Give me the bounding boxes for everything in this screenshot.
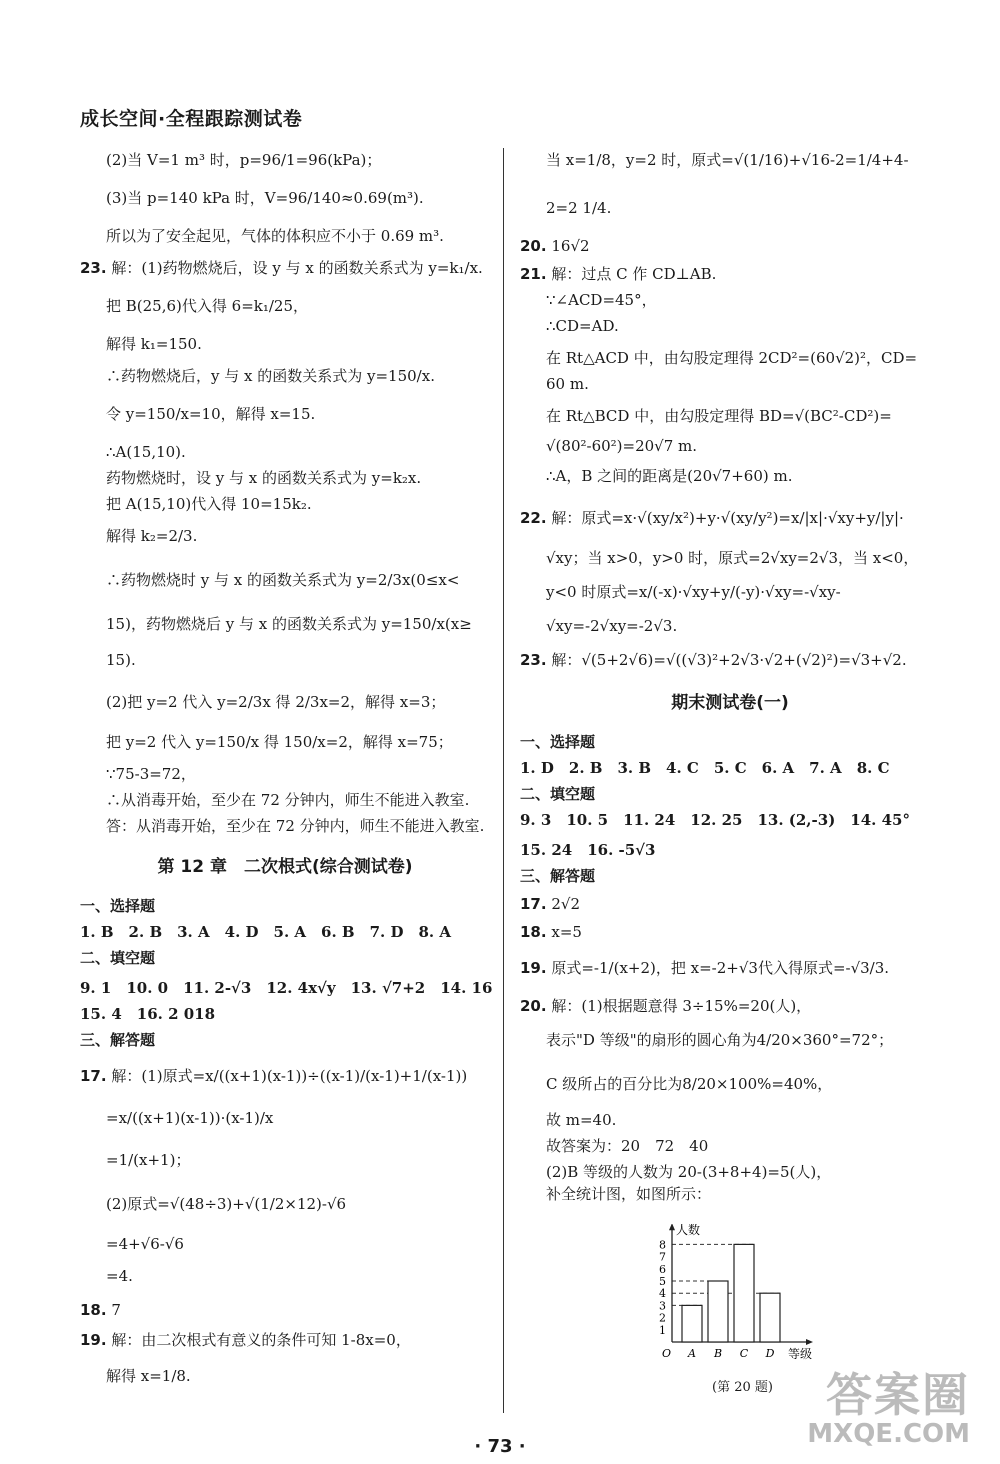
bar: [708, 1281, 728, 1342]
y-tick-label: 5: [659, 1275, 666, 1288]
right-line: [520, 1184, 940, 1206]
left-line: [80, 816, 490, 856]
line-text: 解：(1)根据题意得 3÷15%=20(人)，: [551, 997, 812, 1015]
right-line: [520, 582, 940, 616]
line-text: 解：(1)药物燃烧后，设 y 与 x 的函数关系式为 y=k₁/x.: [111, 259, 483, 277]
x-axis-arrow: [806, 1339, 813, 1345]
line-text: √xy=-2√xy=-2√3.: [546, 617, 678, 635]
right-line: [520, 508, 940, 548]
left-line: [80, 650, 490, 692]
right-line: [520, 958, 940, 996]
right-line: [520, 150, 940, 198]
line-text: (2)当 V=1 m³ 时，p=96/1=96(kPa)；: [106, 151, 382, 169]
section-heading: 三、解答题: [520, 867, 596, 885]
question-number: 23.: [80, 259, 107, 277]
y-tick-label: 8: [659, 1238, 666, 1252]
line-text: 9. 1 10. 0 11. 2-√3 12. 4x√y 13. √7+2 14. 16: [80, 979, 493, 997]
y-tick-label: 6: [659, 1262, 666, 1276]
left-line: [80, 1266, 490, 1300]
right-line: [520, 348, 940, 374]
x-tick-label: D: [765, 1347, 775, 1360]
line-text: =4.: [106, 1267, 133, 1285]
line-text: 15. 4 16. 2 018: [80, 1005, 216, 1023]
line-text: 药物燃烧时，设 y 与 x 的函数关系式为 y=k₂x.: [106, 469, 422, 487]
line-text: 15)，药物燃烧后 y 与 x 的函数关系式为 y=150/x(x≥: [106, 615, 472, 633]
origin-label: O: [662, 1347, 672, 1360]
line-text: √xy；当 x>0，y>0 时，原式=2√xy=2√3，当 x<0，: [546, 549, 919, 567]
section-heading: 三、解答题: [80, 1031, 156, 1049]
right-line: [520, 374, 940, 406]
right-line: [520, 436, 940, 466]
left-column: [80, 150, 493, 1396]
bar: [760, 1293, 780, 1342]
left-line: [80, 1004, 490, 1030]
bar: [734, 1244, 754, 1342]
question-number: 18.: [80, 1301, 107, 1319]
line-text: 故答案为：20 72 40: [546, 1137, 709, 1155]
x-tick-label: B: [713, 1347, 723, 1360]
watermark-logo-text: 答案圈: [826, 1368, 970, 1422]
right-line: [520, 650, 940, 692]
right-line: [520, 922, 940, 958]
line-text: 答：从消毒开始，至少在 72 分钟内，师生不能进入教室.: [106, 817, 485, 835]
question-number: 19.: [520, 959, 547, 977]
line-text: x=5: [551, 923, 582, 941]
right-line: [520, 198, 940, 236]
y-tick-label: 3: [659, 1299, 666, 1313]
right-line: [520, 406, 940, 436]
left-line: [80, 1300, 490, 1330]
line-text: 15. 24 16. -5√3: [520, 841, 656, 859]
left-line: [80, 614, 490, 650]
y-tick-label: 1: [659, 1323, 666, 1337]
right-line: [520, 894, 940, 922]
right-line: [520, 1074, 940, 1110]
left-line: [80, 1366, 490, 1396]
line-text: 解：√(5+2√6)=√((√3)²+2√3·√2+(√2)²)=√3+√2.: [551, 651, 907, 669]
line-text: 把 y=2 代入 y=150/x 得 150/x=2，解得 x=75；: [106, 733, 453, 751]
line-text: 把 B(25,6)代入得 6=k₁/25，: [106, 297, 309, 315]
left-line: [80, 1234, 490, 1266]
bar: [682, 1305, 702, 1342]
question-number: 20.: [520, 997, 547, 1015]
left-line: [80, 1066, 490, 1108]
left-line: [80, 764, 490, 790]
left-line: [80, 570, 490, 614]
line-text: C 级所占的百分比为8/20×100%=40%，: [546, 1075, 833, 1093]
line-text: ∵∠ACD=45°，: [546, 291, 657, 309]
line-text: 15).: [106, 651, 136, 669]
line-text: (2)B 等级的人数为 20-(3+8+4)=5(人)，: [546, 1163, 832, 1181]
right-line: [520, 236, 940, 264]
y-tick-label: 7: [659, 1250, 666, 1264]
section-heading: 一、选择题: [80, 897, 156, 915]
left-line: [80, 468, 490, 494]
question-number: 23.: [520, 651, 547, 669]
line-text: ∴药物燃烧时 y 与 x 的函数关系式为 y=2/3x(0≤x<: [106, 571, 460, 589]
y-tick-label: 4: [659, 1287, 666, 1301]
line-text: =1/(x+1)；: [106, 1151, 191, 1169]
line-text: =4+√6-√6: [106, 1235, 184, 1253]
line-text: 60 m.: [546, 375, 589, 393]
x-tick-label: C: [739, 1347, 749, 1360]
line-text: (2)把 y=2 代入 y=2/3x 得 2/3x=2，解得 x=3；: [106, 693, 446, 711]
section-heading: 二、填空题: [520, 785, 596, 803]
right-line: [520, 1162, 940, 1184]
line-text: y<0 时原式=x/(-x)·√xy+y/(-y)·√xy=-√xy-: [546, 583, 841, 601]
line-text: ∵75-3=72，: [106, 765, 196, 783]
line-text: 2√2: [551, 895, 581, 913]
line-text: 故 m=40.: [546, 1111, 617, 1129]
y-axis-label: 人数: [676, 1224, 701, 1238]
right-line: [520, 290, 940, 316]
right-line: [520, 466, 940, 508]
line-text: ∴药物燃烧后，y 与 x 的函数关系式为 y=150/x.: [106, 367, 435, 385]
left-line: [80, 732, 490, 764]
left-line: [80, 922, 490, 948]
line-text: ∴A，B 之间的距离是(20√7+60) m.: [546, 467, 793, 485]
question-number: 20.: [520, 237, 547, 255]
question-number: 17.: [520, 895, 547, 913]
line-text: 2=2 1/4.: [546, 199, 612, 217]
line-text: ∴CD=AD.: [546, 317, 619, 335]
right-line: [520, 616, 940, 650]
right-line: [520, 1030, 940, 1074]
question-number: 22.: [520, 509, 547, 527]
left-line: [80, 296, 490, 334]
left-line: [80, 442, 490, 468]
line-text: ∴从消毒开始，至少在 72 分钟内，师生不能进入教室.: [106, 791, 470, 809]
column-divider: [503, 148, 504, 1413]
line-text: 解得 k₁=150.: [106, 335, 202, 353]
right-line: [520, 996, 940, 1030]
line-text: =x/((x+1)(x-1))·(x-1)/x: [106, 1109, 274, 1127]
line-text: 表示"D 等级"的扇形的圆心角为4/20×360°=72°；: [546, 1031, 894, 1049]
right-line: [520, 840, 940, 866]
left-line: [80, 334, 490, 366]
section-heading: 一、选择题: [520, 733, 596, 751]
left-line: [80, 258, 490, 296]
line-text: 解得 k₂=2/3.: [106, 527, 198, 545]
x-tick-label: A: [688, 1347, 696, 1360]
question-number: 19.: [80, 1331, 107, 1349]
left-line: [80, 1194, 490, 1234]
right-line: [520, 548, 940, 582]
chart-svg: [648, 1224, 818, 1374]
page-number: · 73 ·: [474, 1436, 526, 1457]
line-text: 令 y=150/x=10，解得 x=15.: [106, 405, 316, 423]
line-text: √(80²-60²)=20√7 m.: [546, 437, 698, 455]
line-text: 解得 x=1/8.: [106, 1367, 191, 1385]
line-text: 16√2: [551, 237, 590, 255]
watermark: [807, 1370, 970, 1448]
right-line: [520, 1136, 940, 1162]
question-number: 21.: [520, 265, 547, 283]
watermark-url: MXQE.COM: [807, 1419, 970, 1449]
left-line: [80, 494, 490, 526]
question-number: 17.: [80, 1067, 107, 1085]
left-line: [80, 526, 490, 570]
line-text: (2)原式=√(48÷3)+√(1/2×12)-√6: [106, 1195, 347, 1213]
left-line: [80, 978, 493, 1004]
right-line: [520, 1110, 940, 1136]
line-text: 原式=-1/(x+2)，把 x=-2+√3代入得原式=-√3/3.: [551, 959, 890, 977]
chart-caption: (第 20 题): [712, 1380, 773, 1395]
chapter-title: 期末测试卷(一): [671, 693, 789, 713]
right-line: [520, 316, 940, 348]
line-text: 解：过点 C 作 CD⊥AB.: [551, 265, 717, 283]
line-text: 当 x=1/8，y=2 时，原式=√(1/16)+√16-2=1/4+4-: [546, 151, 909, 169]
line-text: 在 Rt△ACD 中，由勾股定理得 2CD²=(60√2)²，CD=: [546, 349, 918, 367]
y-tick-label: 2: [659, 1311, 666, 1325]
left-line: [80, 1150, 490, 1194]
chapter-title: 第 12 章 二次根式(综合测试卷): [157, 857, 413, 877]
line-text: 所以为了安全起见，气体的体积应不小于 0.69 m³.: [106, 227, 444, 245]
question-number: 18.: [520, 923, 547, 941]
line-text: 解：原式=x·√(xy/x²)+y·√(xy/y²)=x/|x|·√xy+y/|y|·: [551, 509, 904, 527]
right-line: [520, 758, 940, 784]
left-line: [80, 226, 490, 258]
line-text: 解：由二次根式有意义的条件可知 1-8x=0，: [111, 1331, 411, 1349]
line-text: 解：(1)原式=x/((x+1)(x-1))÷((x-1)/(x-1)+1/(x-1)): [111, 1067, 468, 1085]
line-text: 在 Rt△BCD 中，由勾股定理得 BD=√(BC²-CD²)=: [546, 407, 892, 425]
left-line: [80, 366, 490, 404]
section-heading: 二、填空题: [80, 949, 156, 967]
right-line: [520, 810, 940, 840]
line-text: ∴A(15,10).: [106, 443, 186, 461]
line-text: 1. B 2. B 3. A 4. D 5. A 6. B 7. D 8. A: [80, 923, 452, 941]
left-line: [80, 1330, 490, 1366]
line-text: 7: [111, 1301, 121, 1319]
left-line: [80, 790, 490, 816]
left-line: [80, 404, 490, 442]
left-line: [80, 188, 490, 226]
left-line: [80, 1108, 490, 1150]
right-column: [520, 150, 940, 1206]
line-text: 补全统计图，如图所示：: [546, 1185, 712, 1203]
line-text: (3)当 p=140 kPa 时，V=96/140≈0.69(m³).: [106, 189, 424, 207]
line-text: 1. D 2. B 3. B 4. C 5. C 6. A 7. A 8. C: [520, 759, 890, 777]
left-line: [80, 692, 490, 732]
page-header: 成长空间·全程跟踪测试卷: [80, 108, 303, 130]
line-text: 把 A(15,10)代入得 10=15k₂.: [106, 495, 312, 513]
y-axis-arrow: [669, 1224, 675, 1230]
bar-chart: [648, 1224, 818, 1378]
left-line: [80, 150, 490, 188]
x-axis-label: 等级: [788, 1347, 813, 1361]
line-text: 9. 3 10. 5 11. 24 12. 25 13. (2,-3) 14. 45°: [520, 811, 910, 829]
right-line: [520, 264, 940, 290]
